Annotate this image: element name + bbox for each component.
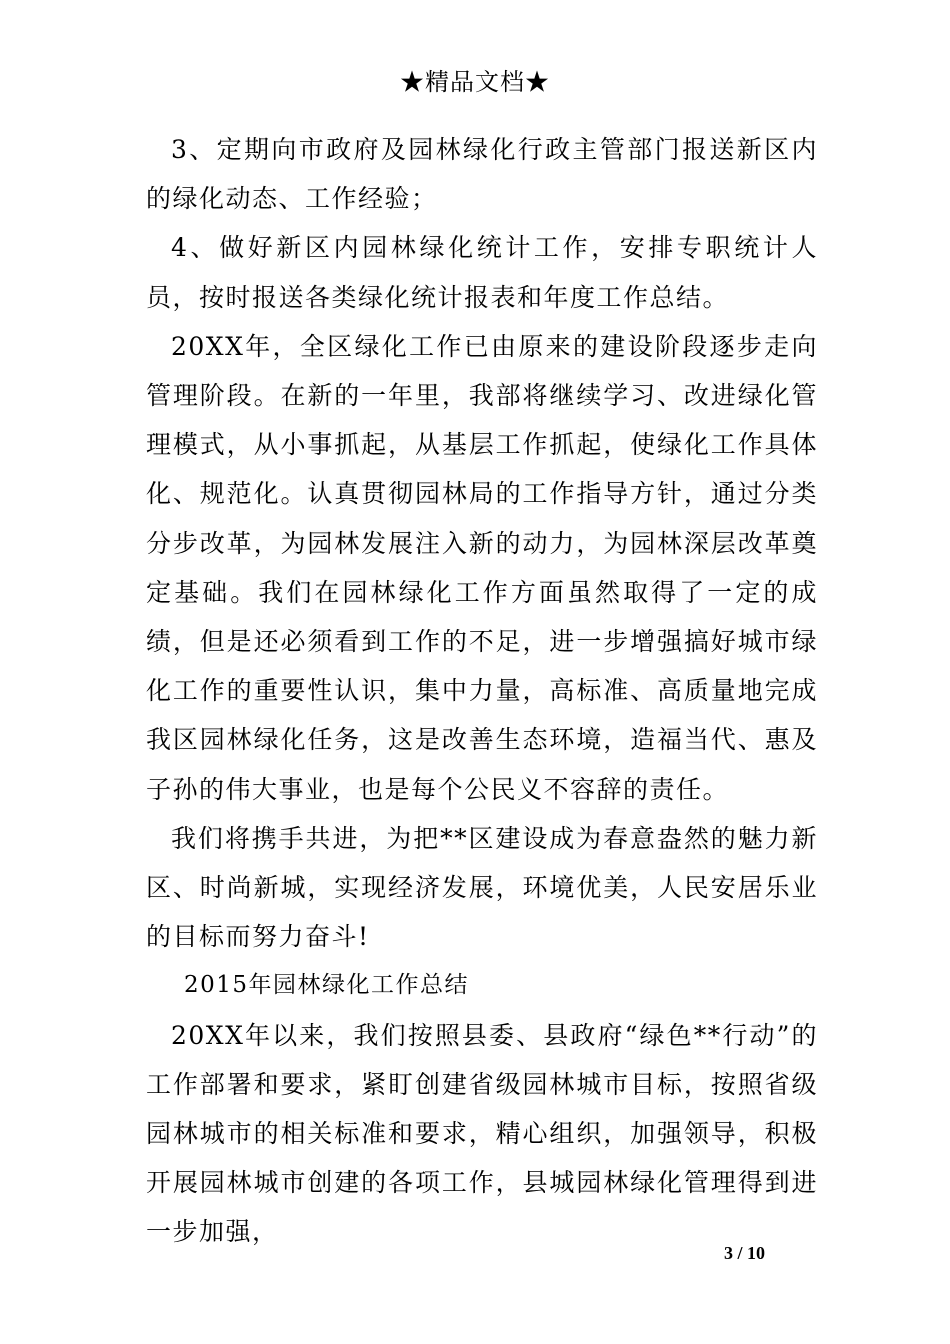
section-heading: 2015年园林绿化工作总结 [184, 972, 470, 999]
paragraph-plan: 20XX年，全区绿化工作已由原来的建设阶段逐步走向管理阶段。在新的一年里，我部将继续学习、改进绿化管理模式，从小事抓起，从基层工作抓起，使绿化工作具体化、规范化。认真贯彻园林局的工作指导方针，通过分类分步改革，为园林发展注入新的动力，为园林深层改革奠定基础。我们在园林绿化工作方面虽然取得了一定的成绩，但是还必须看到工作的不足，进一步增强搞好城市绿化工作的重要性认识，集中力量，高标准、高质量地完成我区园林绿化任务，这是改善生态环境，造福当代、惠及子孙的伟大事业，也是每个公民义不容辞的责任。 [146, 331, 818, 804]
paragraph-summary: 20XX年以来，我们按照县委、县政府“绿色**行动”的工作部署和要求，紧盯创建省级园林城市目标，按照省级园林城市的相关标准和要求，精心组织，加强领导，积极开展园林城市创建的各项工作，县城园林绿化管理得到进一步加强， [146, 1020, 818, 1247]
paragraph-item-4: 4、做好新区内园林绿化统计工作，安排专职统计人员，按时报送各类绿化统计报表和年度工作总结。 [146, 233, 818, 312]
page-header: ★精品文档★ [400, 68, 550, 96]
document-body [146, 125, 818, 1257]
paragraph-closing: 我们将携手共进，为把**区建设成为春意盎然的魅力新区、时尚新城，实现经济发展，环境优美，人民安居乐业的目标而努力奋斗! [146, 823, 818, 952]
paragraph-item-3: 3、定期向市政府及园林绿化行政主管部门报送新区内的绿化动态、工作经验； [146, 135, 818, 214]
page-number: 3 / 10 [724, 1243, 766, 1263]
